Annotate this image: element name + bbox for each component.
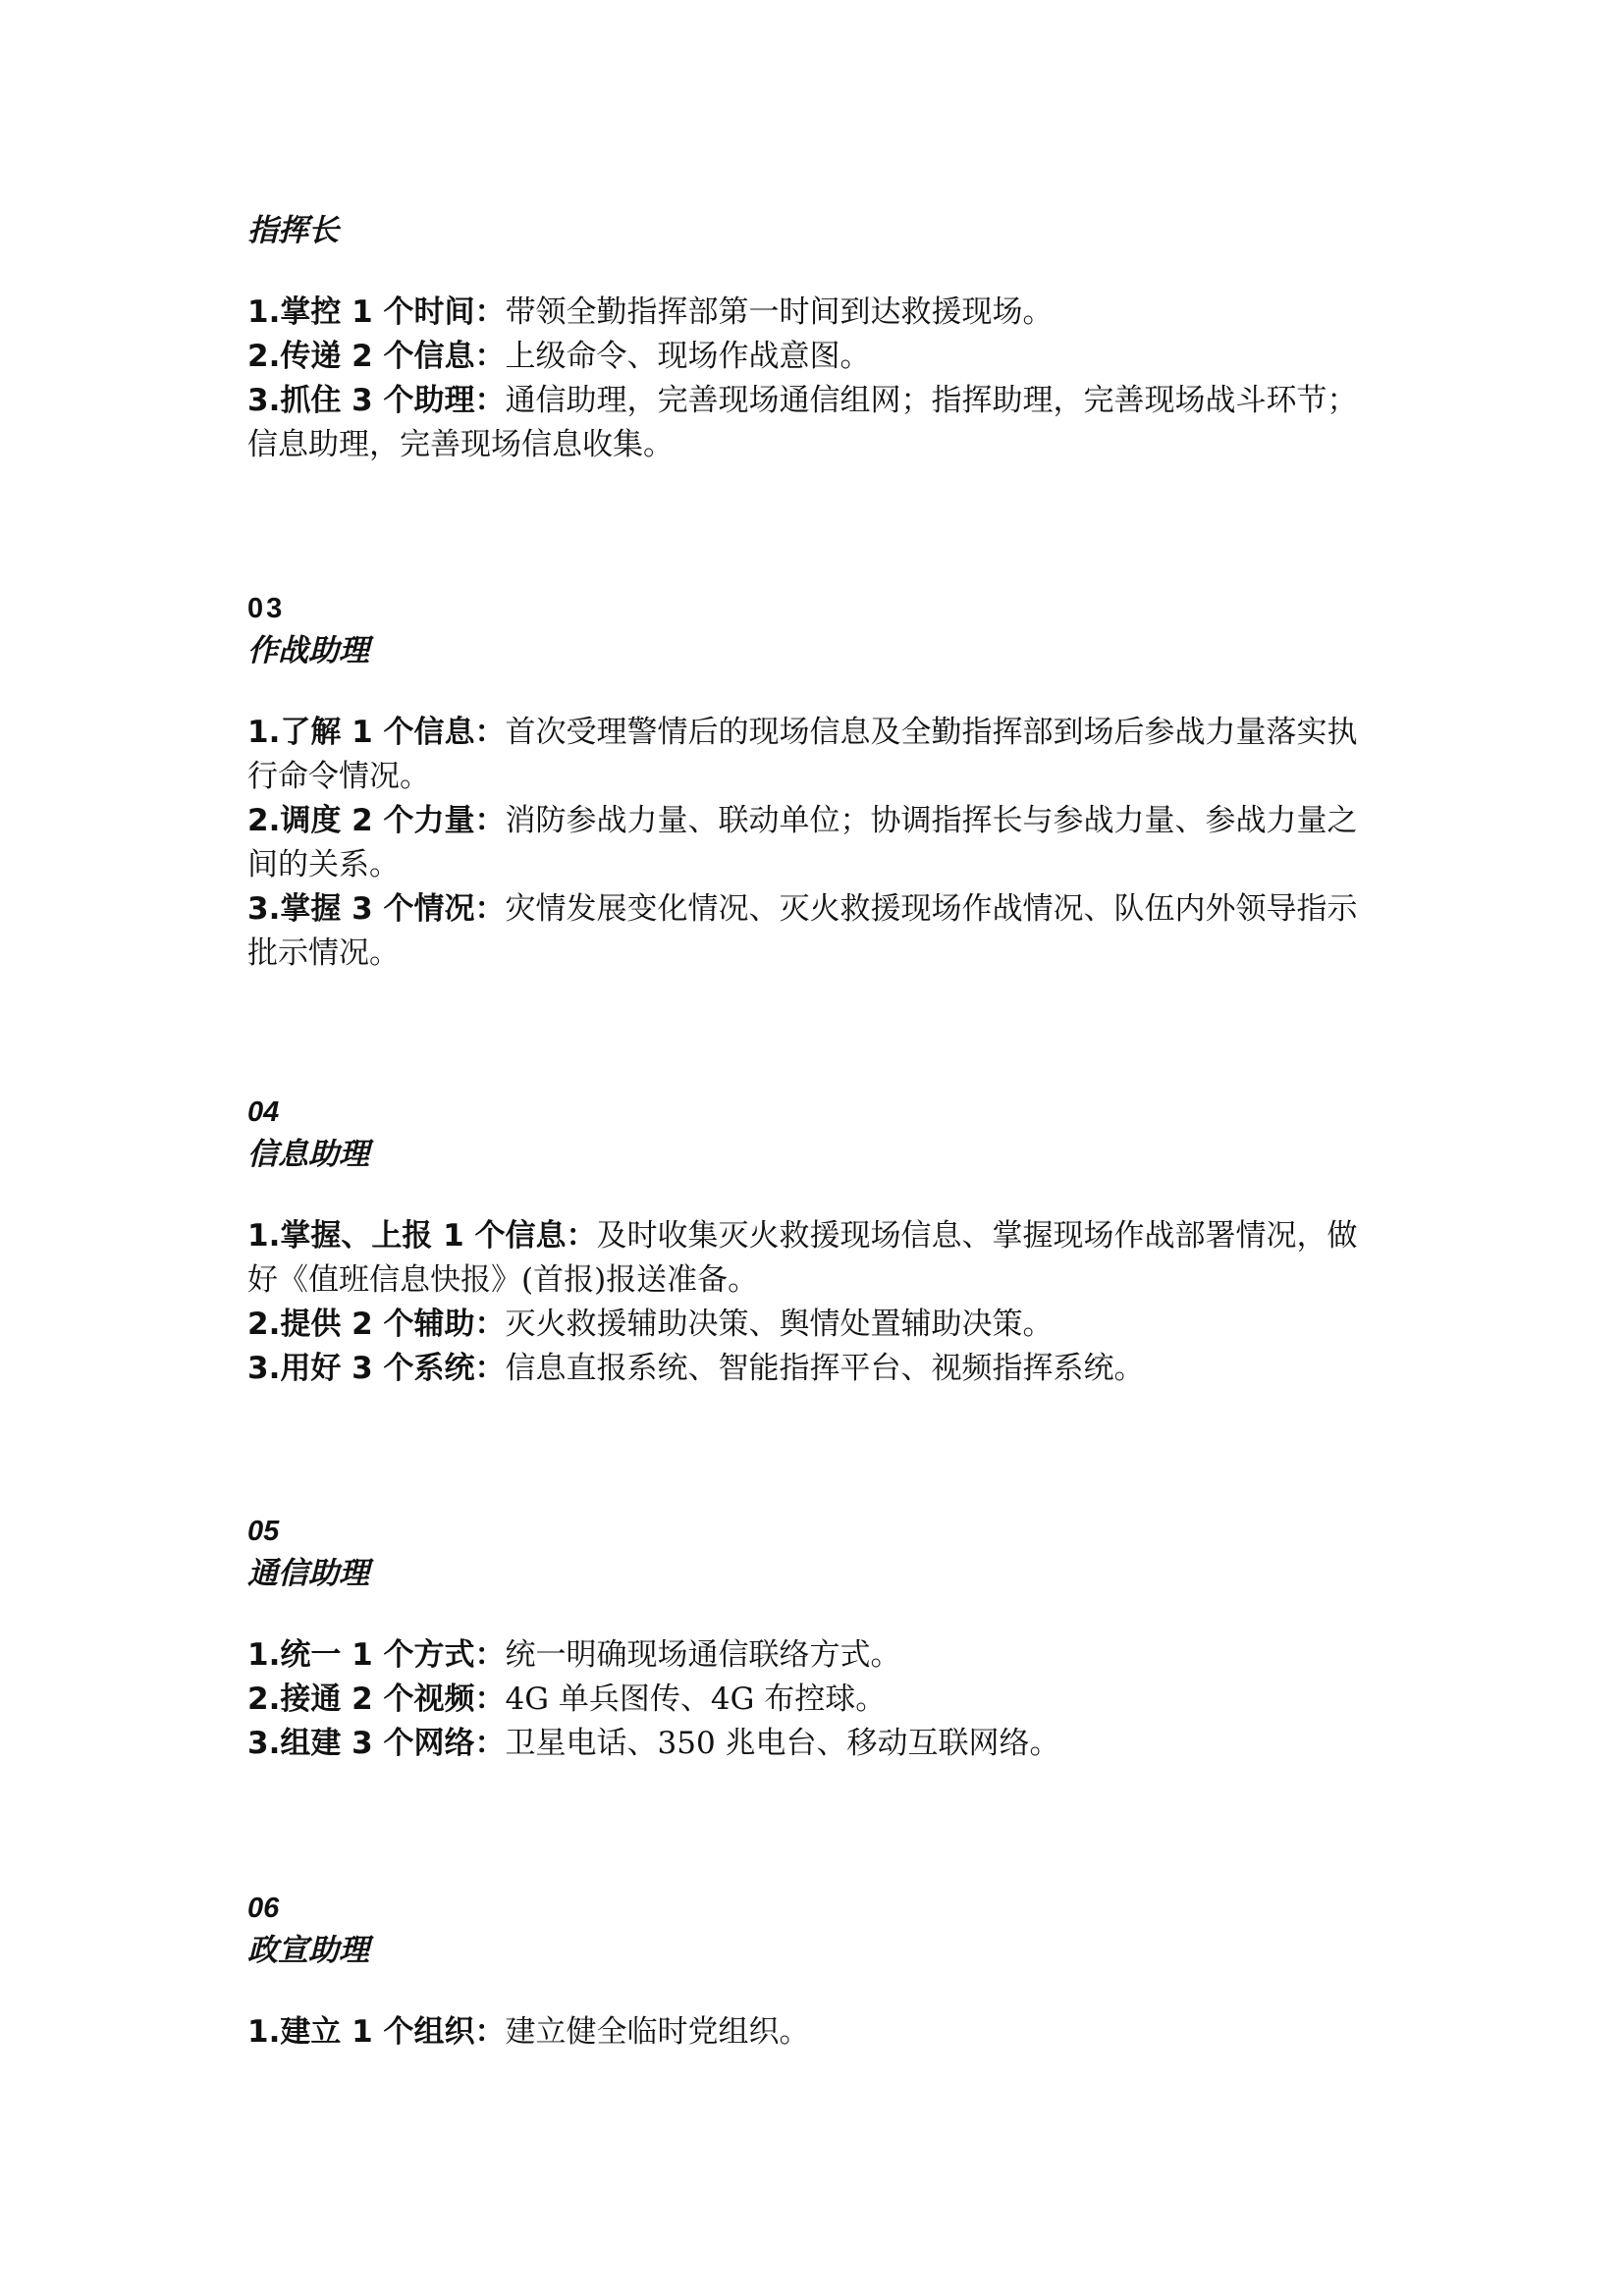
item-label: 2.接通 2 个视频：	[247, 1682, 506, 1717]
list-item	[247, 291, 1386, 335]
section-communication-assistant	[247, 1512, 1386, 1766]
item-list	[247, 2010, 1386, 2055]
item-label: 2.提供 2 个辅助：	[247, 1307, 506, 1342]
item-text: 通信助理，完善现场通信组网；指挥助理，完善现场战斗环节；信息助理，完善现场信息收集。	[247, 383, 1358, 462]
list-item	[247, 711, 1386, 799]
item-label: 3.掌握 3 个情况：	[247, 891, 506, 927]
list-item	[247, 1678, 1386, 1722]
section-title: 通信助理	[247, 1556, 369, 1591]
item-list	[247, 1633, 1386, 1766]
item-text: 4G 单兵图传、4G 布控球。	[505, 1682, 887, 1717]
item-text: 首次受理警情后的现场信息及全勤指挥部到场后参战力量落实执行命令情况。	[247, 715, 1358, 794]
item-label: 1.了解 1 个信息：	[247, 715, 506, 750]
item-text: 上级命令、现场作战意图。	[505, 339, 871, 374]
list-item	[247, 335, 1386, 379]
item-label: 3.用好 3 个系统：	[247, 1351, 506, 1386]
list-item	[247, 2010, 1386, 2055]
section-number: 06	[247, 1893, 280, 1924]
item-label: 1.统一 1 个方式：	[247, 1637, 506, 1673]
item-label: 3.组建 3 个网络：	[247, 1726, 506, 1761]
item-text: 消防参战力量、联动单位；协调指挥长与参战力量、参战力量之间的关系。	[247, 803, 1358, 882]
section-number: 03	[247, 593, 286, 624]
section-title: 作战助理	[247, 633, 369, 668]
section-title: 指挥长	[247, 213, 339, 248]
list-item	[247, 1633, 1386, 1678]
item-label: 3.抓住 3 个助理：	[247, 383, 506, 418]
list-item	[247, 1214, 1386, 1303]
list-item	[247, 1722, 1386, 1766]
list-item	[247, 1303, 1386, 1347]
item-text: 灭火救援辅助决策、舆情处置辅助决策。	[505, 1307, 1054, 1342]
section-commander	[247, 208, 1386, 467]
list-item	[247, 379, 1386, 467]
list-item	[247, 799, 1386, 887]
item-text: 带领全勤指挥部第一时间到达救援现场。	[505, 294, 1054, 330]
list-item	[247, 887, 1386, 976]
item-text: 建立健全临时党组织。	[505, 2014, 810, 2050]
item-label: 2.传递 2 个信息：	[247, 339, 506, 374]
item-list	[247, 1214, 1386, 1391]
item-text: 信息直报系统、智能指挥平台、视频指挥系统。	[505, 1351, 1145, 1386]
item-label: 1.建立 1 个组织：	[247, 2014, 506, 2050]
item-list	[247, 291, 1386, 467]
item-text: 灾情发展变化情况、灭火救援现场作战情况、队伍内外领导指示批示情况。	[247, 891, 1358, 971]
item-label: 2.调度 2 个力量：	[247, 803, 506, 838]
item-text: 卫星电话、350 兆电台、移动互联网络。	[505, 1726, 1060, 1761]
section-title: 信息助理	[247, 1137, 369, 1172]
section-information-assistant	[247, 1093, 1386, 1391]
item-text: 统一明确现场通信联络方式。	[505, 1637, 901, 1673]
section-number: 05	[247, 1516, 280, 1547]
item-label: 1.掌控 1 个时间：	[247, 294, 506, 330]
list-item	[247, 1347, 1386, 1391]
section-political-assistant	[247, 1889, 1386, 2055]
section-combat-assistant	[247, 589, 1386, 976]
item-label: 1.掌握、上报 1 个信息：	[247, 1218, 597, 1254]
item-list	[247, 711, 1386, 976]
section-title: 政宣助理	[247, 1933, 369, 1968]
section-number: 04	[247, 1096, 280, 1128]
item-text: 及时收集灭火救援现场信息、掌握现场作战部署情况，做好《值班信息快报》(首报)报送准备。	[247, 1218, 1358, 1298]
